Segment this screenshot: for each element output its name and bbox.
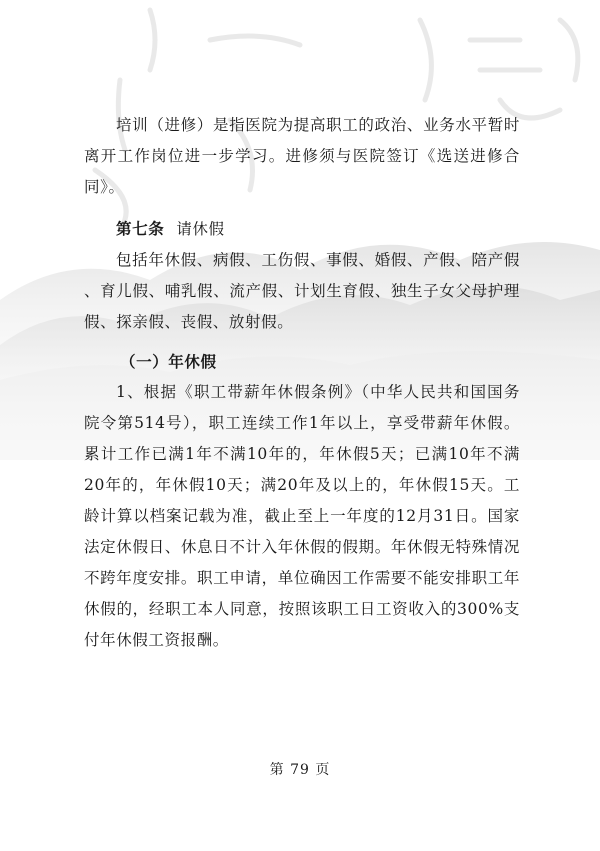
article-title: 请休假 (176, 220, 225, 238)
article-heading (84, 213, 520, 245)
leave-types-paragraph: 包括年休假、病假、工伤假、事假、婚假、产假、陪产假 、育儿假、哺乳假、流产假、计划生育假、独生子女父母护理假、探亲假、丧假、放射假。 (84, 251, 520, 331)
document-body (84, 110, 520, 656)
intro-paragraph: 培训（进修）是指医院为提高职工的政治、业务水平暂时离开工作岗位进一步学习。进修须与医院签订《选送进修合同》。 (84, 116, 520, 196)
section-heading-annual-leave: （一）年休假 (120, 352, 217, 371)
article-number: 第七条 (116, 219, 165, 238)
annual-leave-paragraph: 1、根据《职工带薪年休假条例》（中华人民共和国国务院令第514号），职工连续工作1年以上，享受带薪年休假。累计工作已满1年不满10年的，年休假5天；已满10年不满20年的，年休假10天；满20年及以上的，年休假15天。工龄计算以档案记载为准，截止至上一年度的12月31日。国家法定休假日、休息日不计入年休假的假期。年休假无特殊情况不跨年度安排。职工申请，单位确因工作需要不能安排职工年休假的，经职工本人同意，按照该职工日工资收入的300%支付年休假工资报酬。 (84, 383, 520, 649)
page-number: 第 79 页 (269, 762, 331, 778)
